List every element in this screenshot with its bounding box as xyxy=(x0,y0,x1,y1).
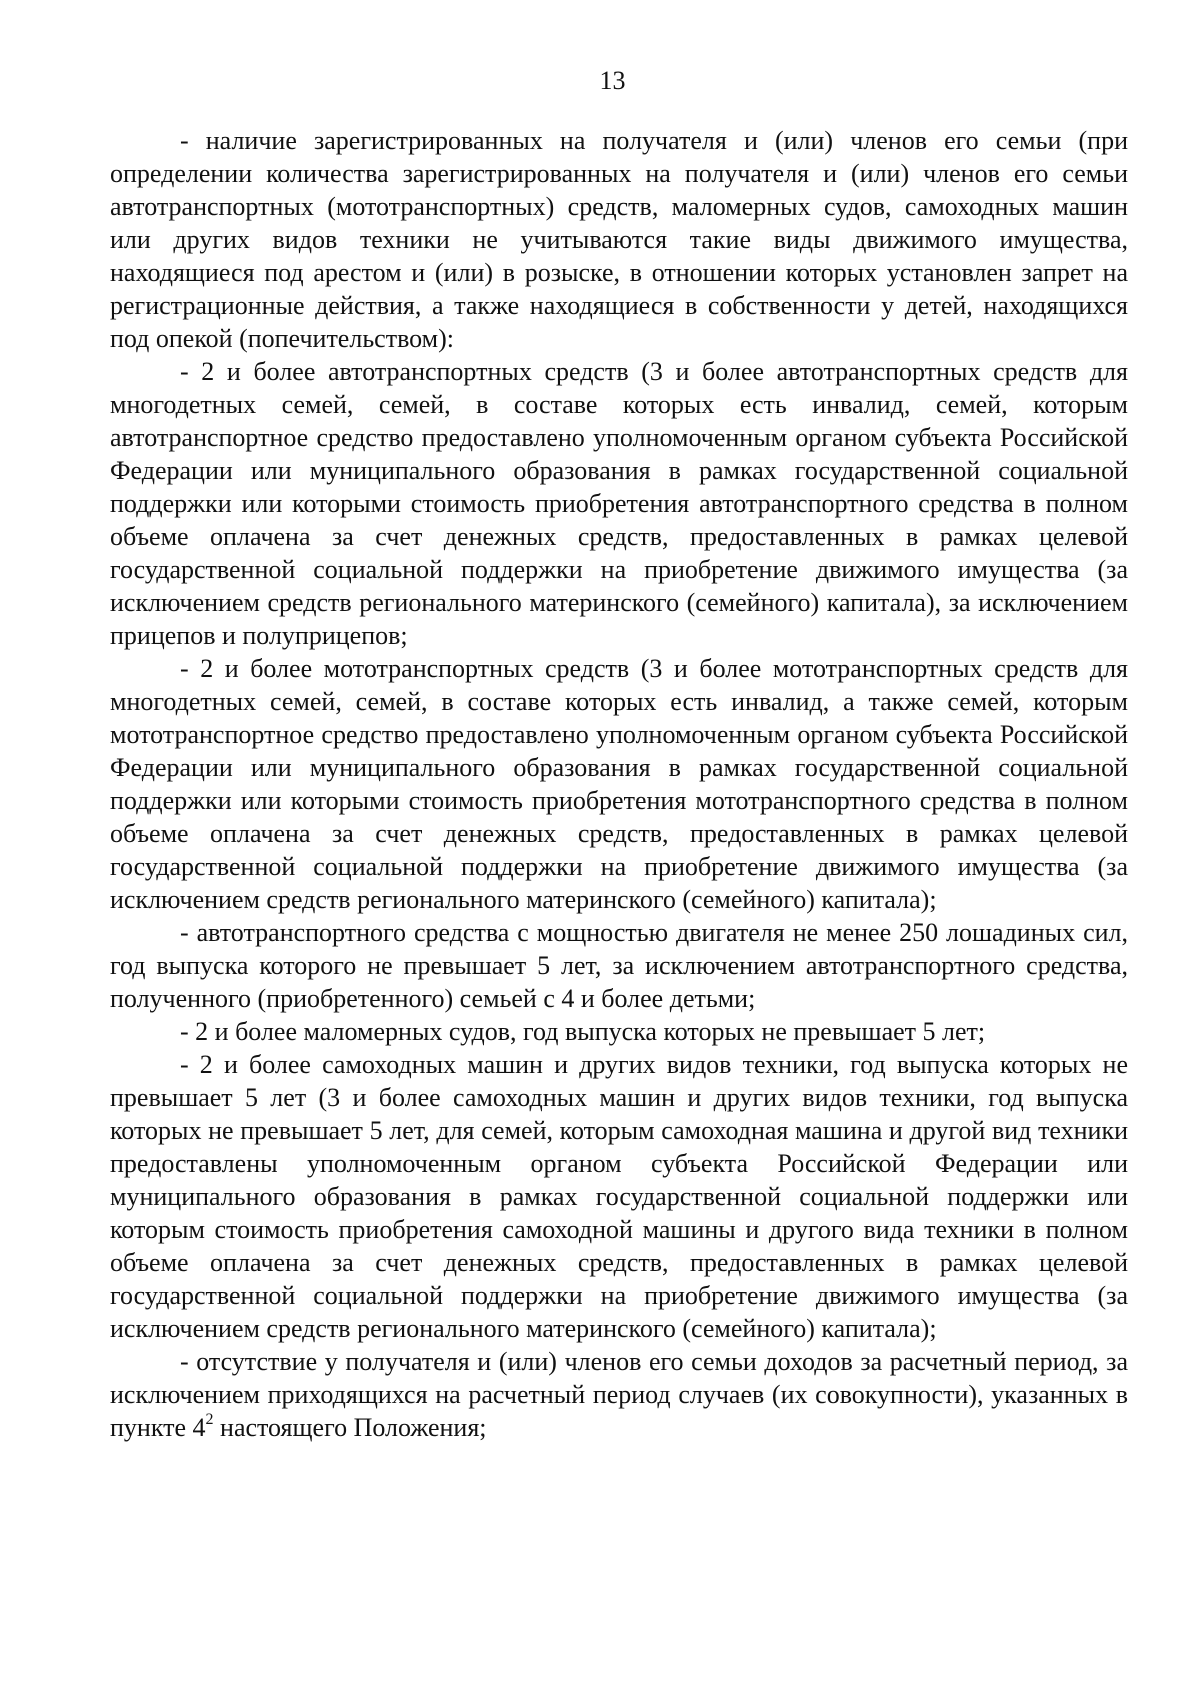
paragraph-motorcycles: - 2 и более мототранспортных средств (3 и более мототранспортных средств для многодетных семей, семей, в составе которых есть инвалид, а также семей, которым мототранспортное средство предоставлено уполномоченным органом субъекта Российской Федерации или муниципального образования в рамках государственной социальной поддержки или которыми стоимость приобретения мототранспортного средства в полном объеме оплачена за счет денежных средств, предоставленных в рамках целевой государственной социальной поддержки на приобретение движимого имущества (за исключением средств регионального материнского (семейного) капитала); xyxy=(110,654,1128,914)
paragraph-property-ownership: - наличие зарегистрированных на получателя и (или) членов его семьи (при определении количества зарегистрированных на получателя и (или) членов его семьи автотранспортных (мототранспортных) средств, маломерных судов, самоходных машин или других видов техники не учитываются такие виды движимого имущества, находящиеся под арестом и (или) в розыске, в отношении которых установлен запрет на регистрационные действия, а также находящиеся в собственности у детей, находящихся под опекой (попечительством): xyxy=(110,126,1128,353)
no-income-text: - отсутствие у получателя и (или) членов его семьи доходов за расчетный период, за исключением приходящихся на расчетный период случаев (их совокупности), указанных в пункте 4 xyxy=(110,1347,1128,1442)
page-number: 13 xyxy=(599,66,626,95)
paragraph-cars: - 2 и более автотранспортных средств (3 и более автотранспортных средств для многодетных семей, семей, в составе которых есть инвалид, семей, которым автотранспортное средство предоставлено уполномоченным органом субъекта Российской Федерации или муниципального образования в рамках государственной социальной поддержки или которыми стоимость приобретения автотранспортного средства в полном объеме оплачена за счет денежных средств, предоставленных в рамках целевой государственной социальной поддержки на приобретение движимого имущества (за исключением средств регионального материнского (семейного) капитала), за исключением прицепов и полуприцепов; xyxy=(110,357,1128,650)
paragraph-high-power-car: - автотранспортного средства с мощностью двигателя не менее 250 лошадиных сил, год выпуска которого не превышает 5 лет, за исключением автотранспортного средства, полученного (приобретенного) семьей с 4 и более детьми; xyxy=(110,918,1128,1013)
footnote-superscript: 2 xyxy=(205,1411,214,1428)
paragraph-self-propelled-machines: - 2 и более самоходных машин и других видов техники, год выпуска которых не превышает 5 лет (3 и более самоходных машин и других видов техники, год выпуска которых не превышает 5 лет, для семей, которым самоходная машина и другой вид техники предоставлены уполномоченным органом субъекта Российской Федерации или муниципального образования в рамках государственной социальной поддержки или которым стоимость приобретения самоходной машины и другого вида техники в полном объеме оплачена за счет денежных средств, предоставленных в рамках целевой государственной социальной поддержки на приобретение движимого имущества (за исключением средств регионального материнского (семейного) капитала); xyxy=(110,1050,1128,1343)
paragraph-no-income xyxy=(110,1345,1128,1444)
paragraph-small-vessels: - 2 и более маломерных судов, год выпуска которых не превышает 5 лет; xyxy=(180,1017,986,1046)
no-income-tail: настоящего Положения; xyxy=(213,1413,487,1442)
document-body xyxy=(110,124,1128,1444)
